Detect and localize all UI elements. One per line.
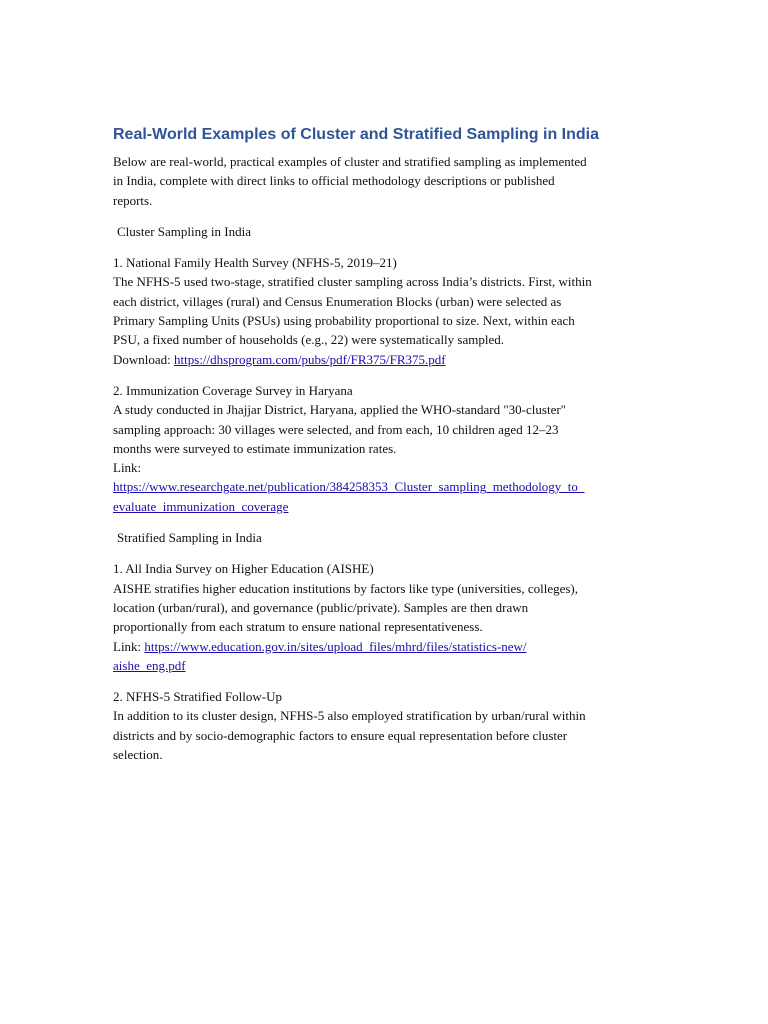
intro-line: in India, complete with direct links to official methodology descriptions or published	[113, 173, 555, 189]
cluster-section-heading: Cluster Sampling in India	[117, 223, 251, 239]
nfhs5-body-line: each district, villages (rural) and Census Enumeration Blocks (urban) were selected as	[113, 293, 562, 309]
intro-line: reports.	[113, 192, 153, 208]
aishe-report-link[interactable]: https://www.education.gov.in/sites/upload_files/mhrd/files/statistics-new/	[144, 638, 527, 654]
haryana-study-link[interactable]	[113, 477, 661, 516]
haryana-item	[113, 381, 661, 516]
haryana-link-line: evaluate_immunization_coverage	[113, 498, 289, 514]
haryana-link-line: https://www.researchgate.net/publication/384258353_Cluster_sampling_methodology_to_	[113, 479, 585, 495]
haryana-body-line: sampling approach: 30 villages were selected, and from each, 10 children aged 12–23	[113, 421, 559, 437]
aishe-item	[113, 559, 661, 675]
aishe-body-line: AISHE stratifies higher education institutions by factors like type (universities, colleges),	[113, 580, 579, 596]
nfhs5-report-link[interactable]: https://dhsprogram.com/pubs/pdf/FR375/FR375.pdf	[174, 351, 446, 367]
nfhs5-heading: 1. National Family Health Survey (NFHS-5, 2019–21)	[113, 255, 397, 271]
nfhs5-stratified-heading: 2. NFHS-5 Stratified Follow-Up	[113, 689, 282, 705]
stratified-section-heading: Stratified Sampling in India	[117, 530, 262, 546]
link-label: Link:	[113, 460, 142, 476]
intro-paragraph	[113, 152, 661, 210]
download-label: Download:	[113, 351, 175, 367]
document-title: Real-World Examples of Cluster and Stratified Sampling in India	[113, 126, 600, 143]
nfhs5-body-line: Primary Sampling Units (PSUs) using probability proportional to size. Next, within each	[113, 313, 575, 329]
link-label: Link:	[113, 638, 145, 654]
intro-line: Below are real-world, practical examples of cluster and stratified sampling as implemented	[113, 154, 587, 169]
nfhs5-stratified-body-line: selection.	[113, 747, 163, 763]
haryana-body-line: A study conducted in Jhajjar District, Haryana, applied the WHO-standard "30-cluster"	[113, 402, 566, 418]
aishe-link-line	[113, 637, 661, 656]
nfhs5-stratified-item	[113, 687, 661, 764]
nfhs5-stratified-body-line: In addition to its cluster design, NFHS-5 also employed stratification by urban/rural within	[113, 708, 586, 724]
nfhs5-body-line: The NFHS-5 used two-stage, stratified cluster sampling across India’s districts. First, within	[113, 274, 592, 290]
aishe-report-link-continued[interactable]: aishe_eng.pdf	[113, 657, 186, 673]
aishe-heading: 1. All India Survey on Higher Education (AISHE)	[113, 561, 374, 577]
haryana-heading: 2. Immunization Coverage Survey in Haryana	[113, 382, 353, 398]
aishe-body-line: location (urban/rural), and governance (public/private). Samples are then drawn	[113, 599, 529, 615]
aishe-body-line: proportionally from each stratum to ensure national representativeness.	[113, 619, 483, 635]
nfhs5-body-line: PSU, a fixed number of households (e.g., 22) were systematically sampled.	[113, 332, 504, 348]
nfhs5-item	[113, 253, 661, 369]
nfhs5-download-line	[113, 350, 661, 369]
document-body	[113, 124, 661, 764]
nfhs5-stratified-body-line: districts and by socio-demographic factors to ensure equal representation before cluster	[113, 727, 568, 743]
haryana-body-line: months were surveyed to estimate immunization rates.	[113, 440, 397, 456]
